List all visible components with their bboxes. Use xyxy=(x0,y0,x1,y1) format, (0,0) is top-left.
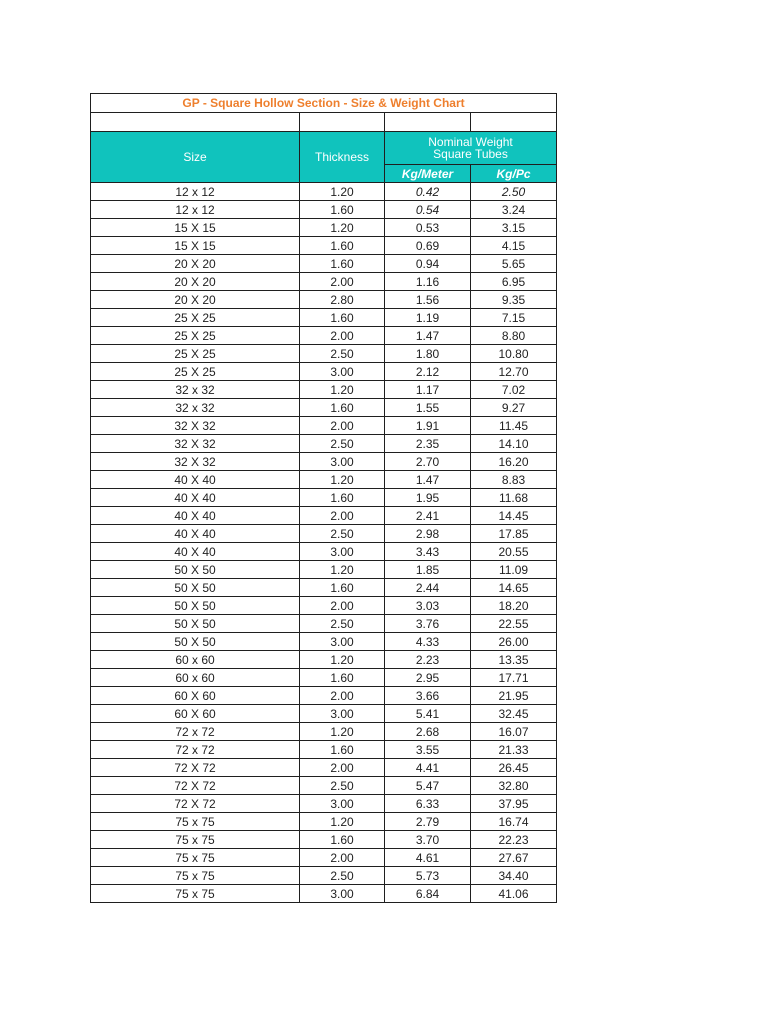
table-row xyxy=(91,291,557,309)
cell-kg-per-pc: 14.10 xyxy=(471,435,557,453)
cell-thickness: 1.60 xyxy=(300,489,385,507)
table-row xyxy=(91,705,557,723)
table-row xyxy=(91,327,557,345)
cell-kg-per-meter: 2.44 xyxy=(385,579,471,597)
cell-kg-per-meter: 3.43 xyxy=(385,543,471,561)
cell-kg-per-pc: 21.33 xyxy=(471,741,557,759)
header-thickness: Thickness xyxy=(300,132,385,183)
cell-kg-per-meter: 3.66 xyxy=(385,687,471,705)
cell-kg-per-pc: 34.40 xyxy=(471,867,557,885)
cell-thickness: 1.20 xyxy=(300,183,385,201)
table-row xyxy=(91,201,557,219)
cell-kg-per-meter: 1.91 xyxy=(385,417,471,435)
cell-thickness: 3.00 xyxy=(300,453,385,471)
table-row xyxy=(91,633,557,651)
cell-thickness: 1.60 xyxy=(300,309,385,327)
cell-thickness: 2.50 xyxy=(300,867,385,885)
cell-size: 75 x 75 xyxy=(91,885,300,903)
cell-kg-per-meter: 0.94 xyxy=(385,255,471,273)
cell-kg-per-pc: 13.35 xyxy=(471,651,557,669)
cell-kg-per-meter: 2.79 xyxy=(385,813,471,831)
cell-kg-per-meter: 1.16 xyxy=(385,273,471,291)
blank-row xyxy=(91,113,557,132)
cell-size: 72 X 72 xyxy=(91,795,300,813)
cell-thickness: 1.60 xyxy=(300,669,385,687)
cell-thickness: 1.20 xyxy=(300,561,385,579)
blank-cell xyxy=(471,113,557,132)
cell-thickness: 3.00 xyxy=(300,633,385,651)
cell-thickness: 1.60 xyxy=(300,579,385,597)
cell-size: 32 x 32 xyxy=(91,381,300,399)
cell-kg-per-meter: 2.70 xyxy=(385,453,471,471)
table-row xyxy=(91,219,557,237)
cell-size: 15 X 15 xyxy=(91,219,300,237)
cell-kg-per-pc: 22.55 xyxy=(471,615,557,633)
cell-kg-per-meter: 2.12 xyxy=(385,363,471,381)
cell-size: 60 x 60 xyxy=(91,651,300,669)
cell-kg-per-meter: 5.47 xyxy=(385,777,471,795)
cell-size: 75 x 75 xyxy=(91,831,300,849)
table-row xyxy=(91,741,557,759)
cell-kg-per-pc: 9.35 xyxy=(471,291,557,309)
cell-size: 60 X 60 xyxy=(91,687,300,705)
cell-size: 32 x 32 xyxy=(91,399,300,417)
cell-thickness: 2.00 xyxy=(300,273,385,291)
header-kg-per-meter: Kg/Meter xyxy=(385,165,471,183)
cell-kg-per-meter: 2.35 xyxy=(385,435,471,453)
cell-size: 50 X 50 xyxy=(91,597,300,615)
cell-size: 72 X 72 xyxy=(91,777,300,795)
cell-kg-per-meter: 5.73 xyxy=(385,867,471,885)
cell-kg-per-pc: 37.95 xyxy=(471,795,557,813)
cell-kg-per-pc: 10.80 xyxy=(471,345,557,363)
cell-size: 40 X 40 xyxy=(91,507,300,525)
cell-kg-per-pc: 32.45 xyxy=(471,705,557,723)
cell-thickness: 1.20 xyxy=(300,813,385,831)
cell-size: 75 x 75 xyxy=(91,867,300,885)
table-row xyxy=(91,453,557,471)
cell-size: 60 x 60 xyxy=(91,669,300,687)
table-row xyxy=(91,867,557,885)
table-row xyxy=(91,309,557,327)
table-row xyxy=(91,597,557,615)
title-row xyxy=(91,94,557,113)
cell-thickness: 2.80 xyxy=(300,291,385,309)
cell-size: 32 X 32 xyxy=(91,417,300,435)
table-row xyxy=(91,345,557,363)
cell-kg-per-meter: 3.70 xyxy=(385,831,471,849)
cell-thickness: 3.00 xyxy=(300,363,385,381)
cell-kg-per-pc: 14.65 xyxy=(471,579,557,597)
cell-kg-per-meter: 6.33 xyxy=(385,795,471,813)
cell-thickness: 3.00 xyxy=(300,705,385,723)
cell-thickness: 2.00 xyxy=(300,507,385,525)
cell-kg-per-pc: 14.45 xyxy=(471,507,557,525)
header-size: Size xyxy=(91,132,300,183)
chart-title: GP - Square Hollow Section - Size & Weight Chart xyxy=(91,94,557,113)
table-row xyxy=(91,417,557,435)
cell-thickness: 3.00 xyxy=(300,543,385,561)
cell-kg-per-pc: 22.23 xyxy=(471,831,557,849)
cell-kg-per-pc: 7.15 xyxy=(471,309,557,327)
table-row xyxy=(91,543,557,561)
cell-kg-per-pc: 8.83 xyxy=(471,471,557,489)
table-row xyxy=(91,525,557,543)
cell-thickness: 2.50 xyxy=(300,525,385,543)
cell-kg-per-pc: 18.20 xyxy=(471,597,557,615)
cell-kg-per-pc: 16.07 xyxy=(471,723,557,741)
table-row xyxy=(91,831,557,849)
cell-size: 25 X 25 xyxy=(91,327,300,345)
cell-thickness: 3.00 xyxy=(300,795,385,813)
cell-kg-per-meter: 1.80 xyxy=(385,345,471,363)
cell-kg-per-pc: 16.74 xyxy=(471,813,557,831)
cell-kg-per-pc: 5.65 xyxy=(471,255,557,273)
cell-kg-per-meter: 1.17 xyxy=(385,381,471,399)
cell-thickness: 1.60 xyxy=(300,831,385,849)
table-row xyxy=(91,237,557,255)
cell-kg-per-meter: 4.33 xyxy=(385,633,471,651)
table-row xyxy=(91,669,557,687)
cell-thickness: 2.50 xyxy=(300,777,385,795)
table-row xyxy=(91,615,557,633)
cell-thickness: 2.00 xyxy=(300,417,385,435)
cell-kg-per-meter: 1.19 xyxy=(385,309,471,327)
table-row xyxy=(91,471,557,489)
table-row xyxy=(91,813,557,831)
cell-kg-per-pc: 41.06 xyxy=(471,885,557,903)
table-row xyxy=(91,489,557,507)
cell-size: 20 X 20 xyxy=(91,291,300,309)
cell-size: 40 X 40 xyxy=(91,471,300,489)
cell-kg-per-meter: 0.54 xyxy=(385,201,471,219)
weight-chart-table xyxy=(90,93,557,903)
cell-size: 72 x 72 xyxy=(91,741,300,759)
cell-kg-per-pc: 21.95 xyxy=(471,687,557,705)
blank-cell xyxy=(91,113,300,132)
cell-kg-per-meter: 5.41 xyxy=(385,705,471,723)
cell-size: 50 X 50 xyxy=(91,579,300,597)
cell-kg-per-meter: 1.47 xyxy=(385,327,471,345)
cell-kg-per-meter: 2.68 xyxy=(385,723,471,741)
cell-kg-per-meter: 1.56 xyxy=(385,291,471,309)
cell-size: 60 X 60 xyxy=(91,705,300,723)
cell-kg-per-pc: 16.20 xyxy=(471,453,557,471)
table-row xyxy=(91,507,557,525)
cell-size: 20 X 20 xyxy=(91,273,300,291)
cell-kg-per-pc: 11.68 xyxy=(471,489,557,507)
cell-kg-per-pc: 8.80 xyxy=(471,327,557,345)
cell-size: 75 x 75 xyxy=(91,849,300,867)
cell-kg-per-pc: 9.27 xyxy=(471,399,557,417)
cell-kg-per-pc: 3.15 xyxy=(471,219,557,237)
cell-size: 12 x 12 xyxy=(91,183,300,201)
cell-kg-per-meter: 6.84 xyxy=(385,885,471,903)
cell-kg-per-pc: 20.55 xyxy=(471,543,557,561)
cell-thickness: 2.50 xyxy=(300,345,385,363)
table-row xyxy=(91,273,557,291)
cell-kg-per-pc: 17.85 xyxy=(471,525,557,543)
table-row xyxy=(91,885,557,903)
table-row xyxy=(91,183,557,201)
header-nominal-weight-line2: Square Tubes xyxy=(433,147,508,161)
cell-thickness: 1.60 xyxy=(300,201,385,219)
cell-kg-per-pc: 11.45 xyxy=(471,417,557,435)
table-row xyxy=(91,849,557,867)
cell-size: 25 X 25 xyxy=(91,309,300,327)
cell-size: 15 X 15 xyxy=(91,237,300,255)
cell-thickness: 1.60 xyxy=(300,237,385,255)
cell-size: 32 X 32 xyxy=(91,453,300,471)
table-row xyxy=(91,687,557,705)
cell-kg-per-meter: 1.85 xyxy=(385,561,471,579)
table-row xyxy=(91,561,557,579)
cell-kg-per-meter: 2.41 xyxy=(385,507,471,525)
cell-kg-per-pc: 26.00 xyxy=(471,633,557,651)
cell-kg-per-pc: 6.95 xyxy=(471,273,557,291)
cell-kg-per-pc: 12.70 xyxy=(471,363,557,381)
cell-kg-per-meter: 0.53 xyxy=(385,219,471,237)
cell-size: 72 X 72 xyxy=(91,759,300,777)
cell-kg-per-meter: 2.95 xyxy=(385,669,471,687)
blank-cell xyxy=(385,113,471,132)
cell-size: 72 x 72 xyxy=(91,723,300,741)
table-row xyxy=(91,795,557,813)
cell-size: 25 X 25 xyxy=(91,345,300,363)
header-kg-per-pc: Kg/Pc xyxy=(471,165,557,183)
cell-thickness: 1.20 xyxy=(300,381,385,399)
cell-size: 40 X 40 xyxy=(91,543,300,561)
cell-thickness: 1.60 xyxy=(300,399,385,417)
cell-kg-per-meter: 1.95 xyxy=(385,489,471,507)
cell-kg-per-pc: 2.50 xyxy=(471,183,557,201)
cell-thickness: 1.60 xyxy=(300,255,385,273)
cell-kg-per-pc: 11.09 xyxy=(471,561,557,579)
cell-thickness: 2.00 xyxy=(300,687,385,705)
cell-thickness: 1.60 xyxy=(300,741,385,759)
cell-size: 75 x 75 xyxy=(91,813,300,831)
cell-thickness: 2.00 xyxy=(300,759,385,777)
cell-size: 50 X 50 xyxy=(91,615,300,633)
table-row xyxy=(91,651,557,669)
cell-thickness: 1.20 xyxy=(300,651,385,669)
cell-kg-per-pc: 3.24 xyxy=(471,201,557,219)
cell-kg-per-meter: 2.98 xyxy=(385,525,471,543)
header-nominal-weight xyxy=(385,132,557,165)
cell-kg-per-meter: 0.69 xyxy=(385,237,471,255)
cell-thickness: 2.00 xyxy=(300,597,385,615)
cell-thickness: 2.50 xyxy=(300,615,385,633)
cell-kg-per-meter: 3.76 xyxy=(385,615,471,633)
cell-size: 25 X 25 xyxy=(91,363,300,381)
cell-kg-per-meter: 0.42 xyxy=(385,183,471,201)
cell-thickness: 2.00 xyxy=(300,849,385,867)
header-row xyxy=(91,132,557,165)
cell-size: 20 X 20 xyxy=(91,255,300,273)
table-row xyxy=(91,435,557,453)
cell-thickness: 2.50 xyxy=(300,435,385,453)
table-row xyxy=(91,777,557,795)
cell-kg-per-meter: 4.41 xyxy=(385,759,471,777)
cell-kg-per-pc: 26.45 xyxy=(471,759,557,777)
table-row xyxy=(91,579,557,597)
cell-kg-per-pc: 7.02 xyxy=(471,381,557,399)
table-row xyxy=(91,399,557,417)
cell-size: 40 X 40 xyxy=(91,525,300,543)
cell-kg-per-meter: 1.55 xyxy=(385,399,471,417)
cell-size: 12 x 12 xyxy=(91,201,300,219)
cell-kg-per-meter: 1.47 xyxy=(385,471,471,489)
cell-thickness: 1.20 xyxy=(300,723,385,741)
cell-kg-per-pc: 17.71 xyxy=(471,669,557,687)
table-row xyxy=(91,723,557,741)
cell-size: 40 X 40 xyxy=(91,489,300,507)
cell-kg-per-meter: 3.03 xyxy=(385,597,471,615)
cell-size: 50 X 50 xyxy=(91,633,300,651)
table-row xyxy=(91,255,557,273)
cell-kg-per-meter: 2.23 xyxy=(385,651,471,669)
cell-kg-per-meter: 3.55 xyxy=(385,741,471,759)
cell-kg-per-pc: 4.15 xyxy=(471,237,557,255)
blank-cell xyxy=(300,113,385,132)
cell-thickness: 2.00 xyxy=(300,327,385,345)
table-row xyxy=(91,759,557,777)
cell-size: 32 X 32 xyxy=(91,435,300,453)
cell-thickness: 3.00 xyxy=(300,885,385,903)
header-nominal-weight-line1: Nominal Weight xyxy=(428,135,513,149)
table-row xyxy=(91,381,557,399)
cell-kg-per-pc: 27.67 xyxy=(471,849,557,867)
cell-size: 50 X 50 xyxy=(91,561,300,579)
cell-thickness: 1.20 xyxy=(300,219,385,237)
cell-kg-per-pc: 32.80 xyxy=(471,777,557,795)
cell-kg-per-meter: 4.61 xyxy=(385,849,471,867)
cell-thickness: 1.20 xyxy=(300,471,385,489)
table-row xyxy=(91,363,557,381)
